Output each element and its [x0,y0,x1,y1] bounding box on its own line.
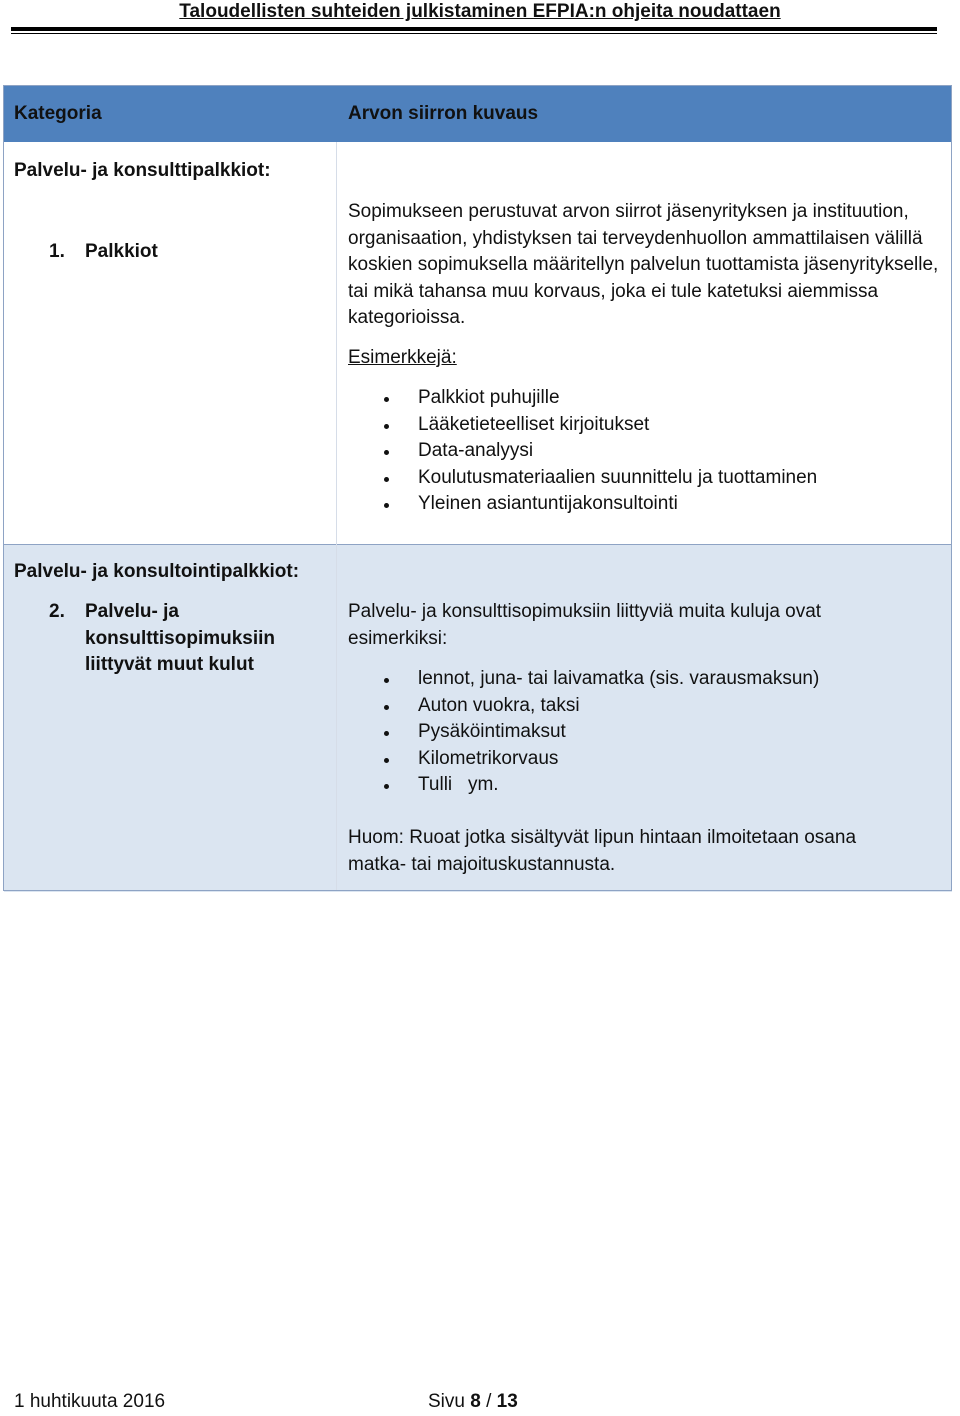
list-item: Palkkiot puhujille [384,385,817,412]
column-divider [336,142,337,891]
page-separator: / [486,1391,492,1412]
category-number: 2. [49,601,65,622]
category-name: Palvelu- ja konsulttisopimuksiin liittyvät muut kulut [85,601,276,675]
footer-date: 1 huhtikuuta 2016 [14,1391,166,1412]
column-header-description: Arvon siirron kuvaus [348,103,539,124]
page-total: 13 [496,1391,518,1412]
description-text: Palvelu- ja konsulttisopimuksiin liittyviä muita kuluja ovat esimerkiksi: [348,601,822,649]
category-name: Palkkiot [85,241,158,262]
list-item: Koulutusmateriaalien suunnittelu ja tuottaminen [384,465,817,492]
list-item: lennot, juna- tai laivamatka (sis. varausmaksun) [384,666,819,693]
page-number [428,1391,518,1413]
category-heading: Palvelu- ja konsultointipalkkiot: [14,561,300,582]
list-item: Tulli ym. [384,772,819,799]
column-header-category: Kategoria [14,103,102,124]
note-text: Huom: Ruoat jotka sisältyvät lipun hintaan ilmoitetaan osana matka- tai majoituskustannusta. [348,827,857,875]
category-heading: Palvelu- ja konsulttipalkkiot: [14,160,271,181]
list-item: Pysäköintimaksut [384,719,819,746]
category-number: 1. [49,241,65,262]
header-rule-thin [11,33,937,34]
list-item: Kilometrikorvaus [384,746,819,773]
examples-list [384,385,817,518]
document-header-title: Taloudellisten suhteiden julkistaminen EFPIA:n ohjeita noudattaen [179,1,781,22]
page-prefix: Sivu [428,1391,465,1412]
page-current: 8 [470,1391,481,1412]
examples-label: Esimerkkejä: [348,347,457,368]
examples-list [384,666,819,799]
header-rule-thick [11,27,937,31]
list-item: Yleinen asiantuntijakonsultointi [384,491,817,518]
list-item: Auton vuokra, taksi [384,693,819,720]
list-item: Lääketieteelliset kirjoitukset [384,412,817,439]
description-text: Sopimukseen perustuvat arvon siirrot jäsenyrityksen ja instituution, organisaation, yhdistyksen tai terveydenhuollon ammattilaisen välillä koskien sopimuksella määritellyn palvelun tuottamista jäsenyritykselle, tai mikä tahansa muu korvaus, joka ei tule katetuksi aiemmissa kategorioissa. [348,201,939,328]
list-item: Data-analyysi [384,438,817,465]
